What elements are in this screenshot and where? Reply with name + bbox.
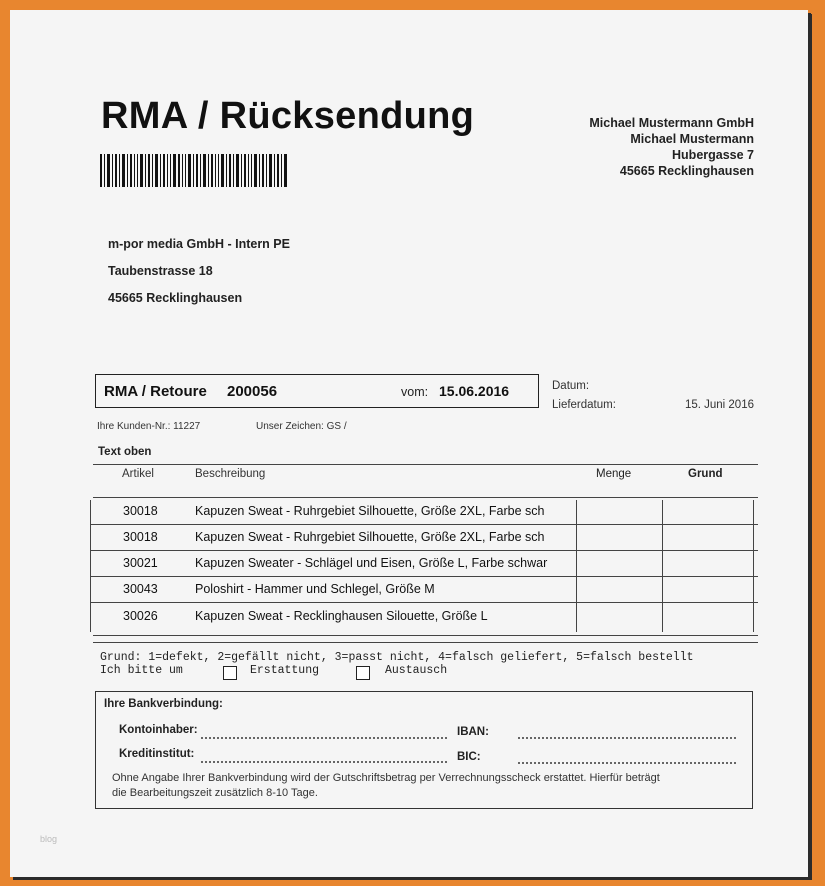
document-page <box>10 10 808 877</box>
austausch-checkbox[interactable] <box>356 666 370 680</box>
row-artikel: 30021 <box>123 556 158 570</box>
rma-number: 200056 <box>227 383 278 400</box>
document-title: RMA / Rücksendung <box>101 95 475 137</box>
grund-legend: Grund: 1=defekt, 2=gefällt nicht, 3=passt nicht, 4=falsch geliefert, 5=falsch bestellt <box>100 651 694 664</box>
bic-label: BIC: <box>457 751 481 763</box>
kreditinstitut-field[interactable] <box>201 761 447 763</box>
row-beschreibung: Poloshirt - Hammer und Schlegel, Größe M <box>195 582 435 596</box>
iban-field[interactable] <box>518 737 736 739</box>
col-header-beschreibung: Beschreibung <box>195 468 266 480</box>
row-artikel: 30018 <box>123 530 158 544</box>
sender-name: Michael Mustermann <box>630 132 754 146</box>
bank-note-line1: Ohne Angabe Ihrer Bankverbindung wird der Gutschriftsbetrag per Verrechnungsscheck erstattet. Hierfür beträgt <box>112 772 660 784</box>
recipient-city: 45665 Recklinghausen <box>108 291 243 305</box>
sender-city: 45665 Recklinghausen <box>619 164 754 178</box>
sender-company: Michael Mustermann GmbH <box>589 116 754 130</box>
iban-label: IBAN: <box>457 726 489 738</box>
kontoinhaber-label: Kontoinhaber: <box>119 724 198 736</box>
bank-note-line2: die Bearbeitungszeit zusätzlich 8-10 Tage. <box>112 787 318 799</box>
col-header-grund: Grund <box>688 468 723 480</box>
reference: Unser Zeichen: GS / <box>256 421 347 432</box>
row-artikel: 30018 <box>123 504 158 518</box>
erstattung-label: Erstattung <box>250 664 320 677</box>
ich-bitte-um: Ich bitte um <box>100 664 183 677</box>
text-oben: Text oben <box>98 446 152 458</box>
customer-number: Ihre Kunden-Nr.: 11227 <box>97 421 201 432</box>
row-beschreibung: Kapuzen Sweater - Schlägel und Eisen, Größe L, Farbe schwar <box>195 556 548 570</box>
row-beschreibung: Kapuzen Sweat - Recklinghausen Silouette, Größe L <box>195 609 488 623</box>
row-artikel: 30026 <box>123 609 158 623</box>
col-header-menge: Menge <box>596 468 632 480</box>
bank-title: Ihre Bankverbindung: <box>104 698 223 710</box>
recipient-company: m-por media GmbH - Intern PE <box>108 237 290 251</box>
rma-date: 15.06.2016 <box>439 383 510 399</box>
austausch-label: Austausch <box>385 664 448 677</box>
kreditinstitut-label: Kreditinstitut: <box>119 748 195 760</box>
rma-vom-label: vom: <box>401 385 429 399</box>
rma-label: RMA / Retoure <box>104 383 207 400</box>
lieferdatum-value: 15. Juni 2016 <box>684 399 754 411</box>
bic-field[interactable] <box>518 762 736 764</box>
row-artikel: 30043 <box>123 582 158 596</box>
datum-label: Datum: <box>552 380 590 392</box>
lieferdatum-label: Lieferdatum: <box>552 399 616 411</box>
sender-address <box>589 115 754 179</box>
row-beschreibung: Kapuzen Sweat - Ruhrgebiet Silhouette, Größe 2XL, Farbe sch <box>195 530 545 544</box>
recipient-street: Taubenstrasse 18 <box>108 264 213 278</box>
sender-street: Hubergasse 7 <box>672 148 754 162</box>
watermark: blog <box>40 834 58 844</box>
erstattung-checkbox[interactable] <box>223 666 237 680</box>
rma-box <box>95 374 539 408</box>
barcode <box>100 154 287 187</box>
col-header-artikel: Artikel <box>122 468 154 480</box>
kontoinhaber-field[interactable] <box>201 737 447 739</box>
row-beschreibung: Kapuzen Sweat - Ruhrgebiet Silhouette, Größe 2XL, Farbe sch <box>195 504 545 518</box>
bank-box <box>95 691 753 809</box>
